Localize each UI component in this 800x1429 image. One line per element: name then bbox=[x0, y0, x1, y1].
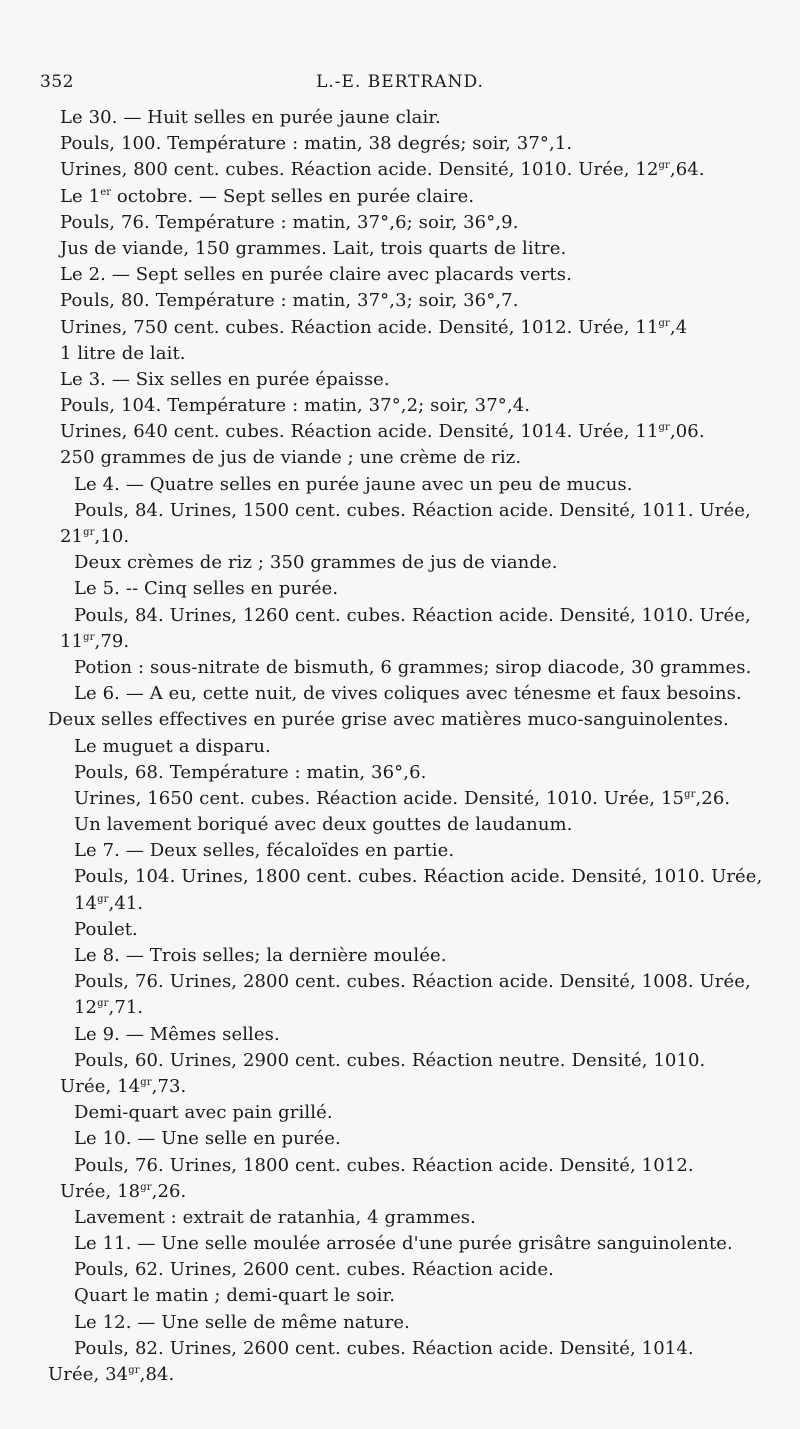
text-line: Le 5. -- Cinq selles en purée. bbox=[74, 578, 339, 600]
text-line: Urines, 1650 cent. cubes. Réaction acide. Densité, 1010. Urée, $15^{gr},26$. bbox=[74, 787, 731, 809]
page-header bbox=[40, 72, 760, 98]
text-line: Urée, $34^{gr},84$. bbox=[48, 1364, 175, 1385]
text-line: Pouls, 82. Urines, 2600 cent. cubes. Réaction acide. Densité, 1014. bbox=[74, 1337, 694, 1359]
text-line: Pouls, 62. Urines, 2600 cent. cubes. Réaction acide. bbox=[74, 1259, 554, 1281]
text-line: Le 30. — Huit selles en purée jaune clair. bbox=[60, 107, 441, 128]
text-line: Le muguet a disparu. bbox=[74, 735, 271, 757]
text-line: Urines, 750 cent. cubes. Réaction acide. Densité, 1012. Urée, $11^{gr},4$ bbox=[60, 316, 688, 338]
text-line: $12^{gr},71$. bbox=[74, 997, 144, 1019]
text-line: Pouls, 84. Urines, 1260 cent. cubes. Réaction acide. Densité, 1010. Urée, bbox=[74, 604, 751, 626]
text-line: Le 3. — Six selles en purée épaisse. bbox=[60, 368, 390, 390]
body-text bbox=[48, 105, 763, 1388]
text-line: Quart le matin ; demi-quart le soir. bbox=[74, 1285, 396, 1307]
text-line: Le 1er octobre. — Sept selles en purée claire. bbox=[60, 185, 475, 207]
text-line: Potion : sous-nitrate de bismuth, 6 grammes; sirop diacode, 30 grammes. bbox=[74, 656, 752, 678]
text-line: Pouls, 76. Urines, 2800 cent. cubes. Réaction acide. Densité, 1008. Urée, bbox=[74, 971, 751, 993]
text-line: Un lavement boriqué avec deux gouttes de laudanum. bbox=[74, 814, 573, 836]
text-line: 1 litre de lait. bbox=[60, 342, 186, 364]
text-line: Pouls, 100. Température : matin, 38 degrés; soir, 37°,1. bbox=[60, 133, 573, 155]
text-line: Le 7. — Deux selles, fécaloïdes en partie. bbox=[74, 840, 455, 862]
text-line: Urée, $14^{gr},73$. bbox=[60, 1075, 187, 1097]
text-line: Le 2. — Sept selles en purée claire avec placards verts. bbox=[60, 264, 572, 286]
text-line: Pouls, 84. Urines, 1500 cent. cubes. Réaction acide. Densité, 1011. Urée, bbox=[74, 499, 751, 521]
text-line: Demi-quart avec pain grillé. bbox=[74, 1102, 333, 1124]
text-line: Urines, 640 cent. cubes. Réaction acide. Densité, 1014. Urée, $11^{gr},06$. bbox=[60, 421, 705, 443]
text-line: Poulet. bbox=[74, 918, 138, 940]
running-head: L.-E. BERTRAND. bbox=[316, 72, 484, 92]
text-line: Pouls, 76. Température : matin, 37°,6; soir, 36°,9. bbox=[60, 211, 519, 233]
text-line: Urée, $18^{gr},26$. bbox=[60, 1180, 187, 1202]
text-line: Le 11. — Une selle moulée arrosée d'une purée grisâtre sanguinolente. bbox=[74, 1233, 733, 1255]
text-line: Pouls, 104. Urines, 1800 cent. cubes. Réaction acide. Densité, 1010. Urée, bbox=[74, 866, 763, 888]
text-line: Deux selles effectives en purée grise avec matières muco-sanguinolentes. bbox=[48, 709, 729, 731]
text-line: Urines, 800 cent. cubes. Réaction acide. Densité, 1010. Urée, $12^{gr},64$. bbox=[60, 159, 705, 181]
text-line: Le 12. — Une selle de même nature. bbox=[74, 1311, 410, 1333]
text-line: Pouls, 104. Température : matin, 37°,2; soir, 37°,4. bbox=[60, 395, 531, 417]
text-line: Pouls, 80. Température : matin, 37°,3; soir, 36°,7. bbox=[60, 290, 519, 312]
text-line: Le 4. — Quatre selles en purée jaune avec un peu de mucus. bbox=[74, 473, 633, 495]
page-number: 352 bbox=[40, 72, 74, 92]
text-line: Le 10. — Une selle en purée. bbox=[74, 1128, 341, 1150]
text-line: $14^{gr},41$. bbox=[74, 892, 144, 914]
text-line: Lavement : extrait de ratanhia, 4 grammes. bbox=[74, 1206, 476, 1228]
text-line: Deux crèmes de riz ; 350 grammes de jus de viande. bbox=[74, 552, 558, 574]
text-line: $11^{gr},79$. bbox=[60, 630, 130, 652]
text-line: 250 grammes de jus de viande ; une crème de riz. bbox=[60, 447, 522, 469]
text-line: $21^{gr},10$. bbox=[60, 526, 130, 547]
text-line: Le 6. — A eu, cette nuit, de vives coliques avec ténesme et faux besoins. bbox=[74, 683, 742, 705]
text-line: Pouls, 76. Urines, 1800 cent. cubes. Réaction acide. Densité, 1012. bbox=[74, 1154, 694, 1176]
text-line: Jus de viande, 150 grammes. Lait, trois quarts de litre. bbox=[60, 237, 567, 259]
text-line: Le 8. — Trois selles; la dernière moulée. bbox=[74, 945, 447, 966]
text-line: Le 9. — Mêmes selles. bbox=[74, 1023, 280, 1045]
text-line: Pouls, 60. Urines, 2900 cent. cubes. Réaction neutre. Densité, 1010. bbox=[74, 1049, 706, 1071]
text-line: Pouls, 68. Température : matin, 36°,6. bbox=[74, 761, 427, 783]
